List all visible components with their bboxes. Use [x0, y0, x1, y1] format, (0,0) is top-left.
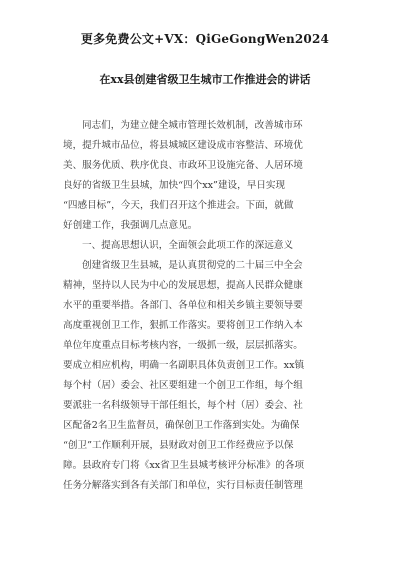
body-line: 境，提升城市品位，将县城城区建设成市容整洁、环境优 [63, 140, 303, 151]
body-line: 好创建工作，我强调几点意见。 [63, 220, 198, 231]
body-line: 一、提高思想认识，全面领会此项工作的深远意义 [82, 240, 294, 251]
body-line: 美、服务优质、秩序优良、市政环卫设施完备、人居环境 [63, 160, 303, 171]
body-line: 要成立相应机构，明确一名副职具体负责创卫工作。xx镇 [63, 360, 305, 371]
body-line: 良好的省级卫生县城，加快“四个xx”建设，早日实现 [63, 180, 286, 191]
body-line: 要派驻一名科级领导干部任组长，每个村（居）委会、社 [63, 400, 303, 411]
body-line: 高度重视创卫工作，狠抓工作落实。要将创卫工作纳入本 [63, 320, 303, 331]
body-line: 任务分解落实到各有关部门和单位，实行目标责任制管理 [63, 480, 303, 491]
body-line: 创建省级卫生县城，是认真贯彻党的二十届三中全会 [82, 260, 303, 271]
promo-banner: 更多免费公文+VX：QiGeGongWen2024 [80, 32, 330, 46]
body-line: 同志们，为建立健全城市管理长效机制，改善城市环 [82, 120, 303, 131]
body-line: 区配备2名卫生监督员，确保创卫工作落到实处。为确保 [63, 420, 300, 431]
document-title: 在xx县创建省级卫生城市工作推进会的讲话 [99, 73, 311, 86]
document-body [63, 116, 351, 496]
body-line: 障。县政府专门将《xx省卫生县城考核评分标准》的各项 [63, 460, 305, 471]
body-line: 水平的重要举措。各部门、各单位和相关乡镇主要领导要 [63, 300, 303, 311]
body-line: “四感目标”，今天，我们召开这个推进会。下面，就做 [63, 200, 294, 211]
body-line: 单位年度重点目标考核内容，一级抓一级，层层抓落实。 [63, 340, 303, 351]
body-line: “创卫”工作顺利开展，县财政对创卫工作经费应予以保 [63, 440, 294, 451]
body-line: 每个村（居）委会、社区要组建一个创卫工作组，每个组 [63, 380, 303, 391]
body-line: 精神，坚持以人民为中心的发展思想，提高人民群众健康 [63, 280, 303, 291]
